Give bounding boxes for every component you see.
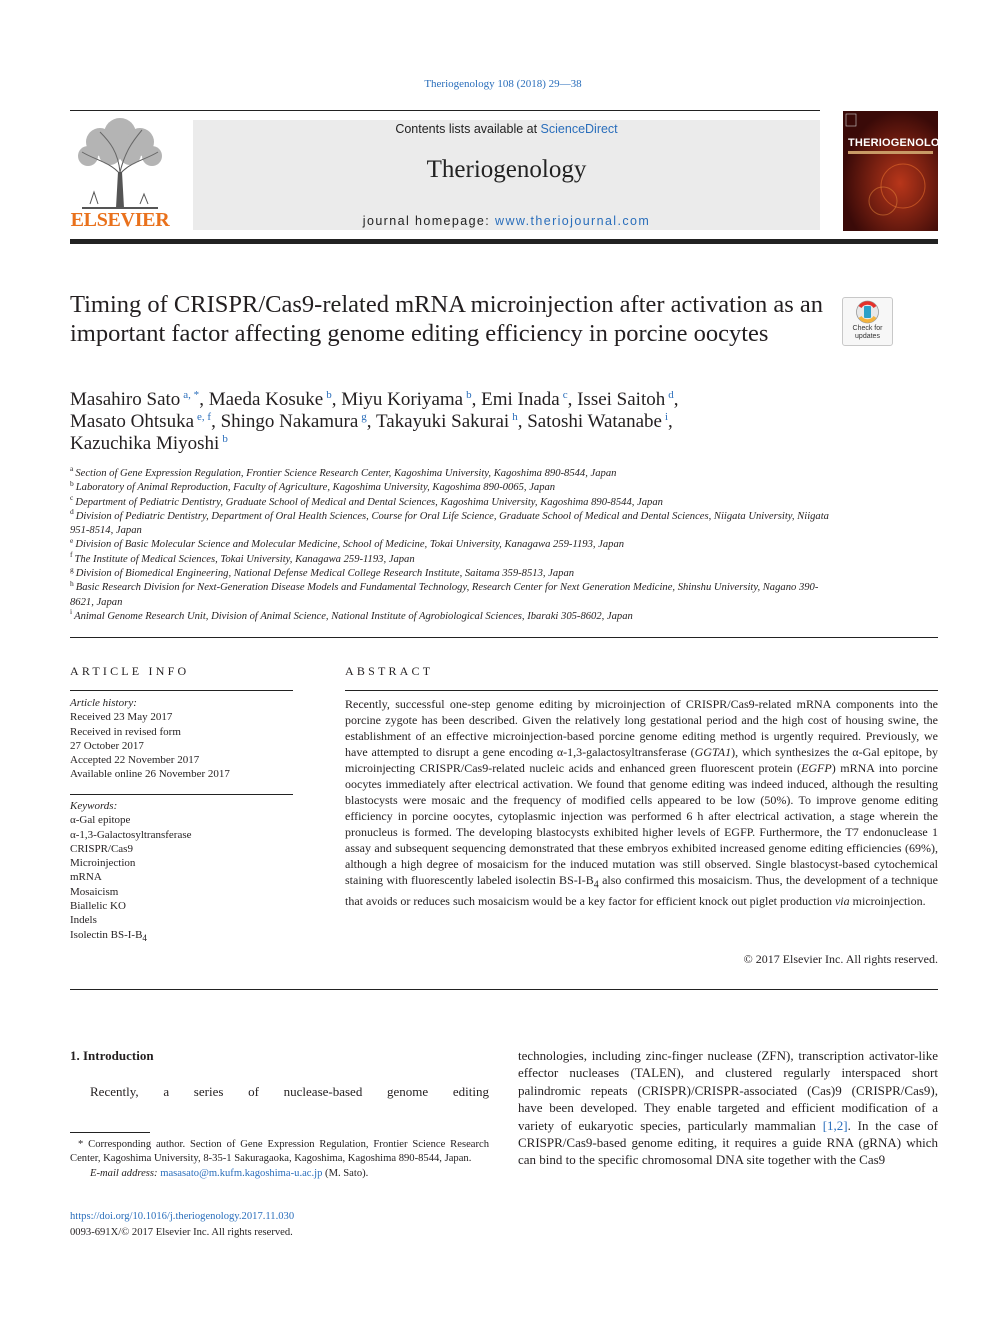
author-affiliation-marker[interactable]: c [562, 388, 568, 401]
abstract-part: also confirmed this mosaicism. Thus, the development of a technique that avoids or reduces such mosaicism would be a key factor for efficient knock out piglet production [345, 873, 938, 909]
affiliation-text: Laboratory of Animal Reproduction, Faculty of Agriculture, Kagoshima University, Kagoshima 890-0065, Japan [75, 482, 556, 494]
author-name[interactable]: Masahiro Sato [70, 389, 181, 410]
body-text-column-2 [518, 1047, 938, 1169]
author-affiliation-marker[interactable]: h [512, 410, 518, 423]
footnote-rule [70, 1132, 150, 1133]
affiliation-label: c [70, 493, 74, 503]
affiliation-text: Basic Research Division for Next-Generation Disease Models and Fundamental Technology, Research Center for Next Generation Medicine, Shinshu University, Nagano 390-8621, Japan [70, 582, 819, 608]
reference-link[interactable]: [1,2] [822, 1117, 848, 1133]
abstract-text [345, 696, 938, 909]
affiliation-text: Division of Basic Molecular Science and Molecular Medicine, School of Medicine, Tokai University, Kanagawa 259-1193, Japan [75, 539, 625, 551]
abstract-part: ), which synthesizes the α-Gal epitope, by microinjecting CRISPR/Cas9-related nucleic acids and enhanced green fluorescent protein ( [345, 745, 938, 775]
journal-title[interactable]: Theriogenology [426, 156, 587, 183]
keyword-subscript: 4 [142, 932, 147, 943]
author-affiliation-marker[interactable]: b [326, 388, 332, 401]
affiliation-label: g [70, 564, 74, 574]
author-name[interactable]: Maeda Kosuke [208, 389, 324, 410]
author-affiliation-marker[interactable]: i [664, 410, 669, 423]
contents-line [193, 122, 820, 136]
subscript: 4 [593, 879, 599, 891]
author-name[interactable]: Masato Ohtsuka [70, 411, 195, 432]
sciencedirect-link[interactable]: ScienceDirect [540, 122, 618, 136]
affiliation-label: h [70, 578, 74, 588]
author-affiliation-marker[interactable]: b [466, 388, 472, 401]
keyword-item[interactable]: mRNA [70, 871, 102, 884]
homepage-line [193, 214, 820, 228]
author-name[interactable]: Satoshi Watanabe [527, 411, 662, 432]
elsevier-tree-icon [70, 112, 170, 212]
keyword-list [70, 799, 293, 945]
keyword-item[interactable]: Biallelic KO [70, 900, 126, 913]
keywords-rule [70, 794, 293, 795]
history-item: Available online 26 November 2017 [70, 768, 230, 781]
author-name[interactable]: Miyu Koriyama [341, 389, 464, 410]
author-affiliation-marker[interactable]: g [361, 410, 367, 423]
article-info-heading: ARTICLE INFO [70, 664, 190, 678]
body-part: technologies, including zinc-finger nuclease (ZFN), transcription activator-like effector nucleases (TALEN), and clustered regularly interspaced short palindromic repeats (CRISPR)/CRISPR-associated (Cas)9 (CRISPR/Cas9), have been developed. They enable targeted and efficient modification of a variety of eukaryotic species, particularly mammalian [518, 1048, 938, 1133]
article-history [70, 696, 293, 782]
author-separator: , [673, 389, 679, 410]
author-separator: , [668, 411, 673, 432]
affiliation-label: e [70, 535, 74, 545]
author-name[interactable]: Kazuchika Miyoshi [70, 433, 220, 454]
email-suffix: (M. Sato). [322, 1167, 369, 1179]
affiliation-rule [70, 637, 938, 638]
history-item: 27 October 2017 [70, 739, 144, 752]
cover-art-icon [843, 111, 938, 231]
author-separator: , [331, 389, 342, 410]
affiliation-label: i [70, 607, 73, 617]
affiliation-label: f [70, 550, 73, 560]
affiliation-item [70, 464, 830, 481]
abstract-part: Recently, successful one-step genome editing by microinjection of CRISPR/Cas9-related mRNA components into the porcine zygote has been described. Given the relatively long gestational period and the high cost of housing swine, the establishment of an effective microinjection-based porcine genome editing method is urgently required. Previously, we have attempted to disrupt a gene encoding α-1,3-galactosyltransferase ( [345, 697, 938, 759]
homepage-prefix: journal homepage: [362, 214, 496, 228]
author-name[interactable]: Takayuki Sakurai [375, 411, 510, 432]
abstract-part: ) mRNA into porcine oocytes immediately after electrical activation. We found that genome editing was indeed induced, although the resulting blastocysts were mosaic and the frequency of modified cells appeared to be low (50%). To improve genome editing efficiency in porcine oocytes, cytoplasmic injection was performed 6 h after electrical activation, a stage wherein the pronucleus is formed. The developing blastocysts exhibited higher levels of EGFP. Furthermore, the T7 endonuclease 1 assay and subsequent sequencing demonstrated that these embryos exhibited increased genome editing efficiencies (69%), although a high degree of mosaicism for the induced mutation was still observed. Single blastocyst-based cytochemical staining with fluorescently labeled isolectin BS-I-B [345, 761, 938, 887]
affiliation-list [70, 464, 830, 624]
author-name[interactable]: Emi Inada [481, 389, 560, 410]
keyword-item[interactable]: CRISPR/Cas9 [70, 842, 133, 855]
history-label: Article history: [70, 697, 137, 709]
affiliation-text: Division of Pediatric Dentistry, Department of Oral Health Sciences, Course for Oral Life Science, Graduate School of Medical and Dental Sciences, Niigata University, Niigata 951-8514, Japan [70, 510, 829, 537]
author-affiliation-marker[interactable]: b [222, 432, 228, 445]
author-separator: , [517, 411, 528, 432]
abstract-copyright: © 2017 Elsevier Inc. All rights reserved. [743, 952, 938, 966]
section-heading-introduction: 1. Introduction [70, 1048, 154, 1063]
keyword-item[interactable] [70, 928, 293, 945]
abstract-heading: ABSTRACT [345, 664, 434, 678]
gene-name: EGFP [801, 761, 832, 775]
affiliation-text: Division of Biomedical Engineering, National Defense Medical College Research Institute, Saitama 359-8513, Japan [75, 568, 575, 580]
issn-copyright: 0093-691X/© 2017 Elsevier Inc. All rights reserved. [70, 1227, 293, 1238]
elsevier-wordmark: ELSEVIER [70, 209, 170, 231]
affiliation-item [70, 493, 830, 510]
affiliation-item [70, 507, 830, 539]
cover-subtitle-bar [848, 151, 933, 154]
email-link[interactable]: masasato@m.kufm.kagoshima-u.ac.jp [160, 1167, 323, 1179]
author-name[interactable]: Shingo Nakamura [220, 411, 359, 432]
abstract-bottom-rule [70, 989, 938, 990]
author-separator: , [567, 389, 578, 410]
keyword-item[interactable]: Microinjection [70, 857, 136, 870]
via-italic: via [834, 894, 850, 909]
author-separator: , [199, 389, 209, 410]
body-text-column-1: Recently, a series of nuclease-based genome editing [90, 1084, 489, 1099]
affiliation-item [70, 478, 830, 495]
corresponding-author-footnote [70, 1138, 489, 1181]
gene-name: GGTA1 [694, 745, 732, 759]
keyword-item[interactable]: Mosaicism [70, 885, 119, 898]
affiliation-item [70, 564, 830, 581]
article-info-rule [70, 690, 293, 691]
author-name[interactable]: Issei Saitoh [577, 389, 666, 410]
body-part: . In the case of CRISPR/Cas9-based genome editing, it requires a guide RNA (gRNA) which can bind to the specific chromosomal DNA site together with the Cas9 [518, 1117, 938, 1168]
journal-banner [193, 120, 820, 230]
keyword-item[interactable]: α-Gal epitope [70, 814, 131, 827]
history-item: Accepted 22 November 2017 [70, 754, 200, 767]
article-title: Timing of CRISPR/Cas9-related mRNA microinjection after activation as an important factor affecting genome editing efficiency in porcine oocytes [70, 291, 824, 347]
crossmark-icon [843, 298, 892, 326]
abstract-part: microinjection. [849, 894, 926, 909]
doi-link[interactable]: https://doi.org/10.1016/j.theriogenology.2017.11.030 [70, 1211, 295, 1222]
affiliation-item [70, 550, 830, 567]
affiliation-item [70, 607, 830, 624]
elsevier-logo[interactable] [70, 112, 170, 234]
check-for-updates-button[interactable] [842, 297, 893, 346]
affiliation-label: b [70, 478, 74, 488]
journal-cover-image[interactable] [843, 111, 956, 231]
header-thick-rule [70, 239, 938, 244]
affiliation-label: a [70, 464, 74, 474]
header-rule [70, 110, 820, 111]
corresponding-author-text: * Corresponding author. Section of Gene Expression Regulation, Frontier Science Research Center, Kagoshima University, 8-35-1 Sakuragaoka, Kagoshima, Kagoshima 890-8544, Japan. [70, 1139, 489, 1165]
affiliation-text: Section of Gene Expression Regulation, Frontier Science Research Center, Kagoshima University, Kagoshima 890-8544, Japan [75, 468, 617, 479]
affiliation-item [70, 535, 830, 552]
affiliation-item [70, 578, 830, 610]
keyword-text: Isolectin BS-I-B [70, 928, 143, 941]
affiliation-label: d [70, 507, 74, 517]
author-separator: , [211, 411, 221, 432]
check-for-updates-label: Check for updates [852, 325, 883, 340]
author-list [70, 389, 870, 455]
history-item: Received in revised form [70, 725, 181, 738]
keywords-label: Keywords: [70, 800, 118, 812]
email-line [70, 1167, 489, 1181]
contents-prefix: Contents lists available at [395, 122, 541, 136]
keyword-item[interactable]: Indels [70, 914, 97, 927]
email-label: E-mail address: [90, 1167, 161, 1179]
homepage-link[interactable]: www.theriojournal.com [495, 214, 651, 228]
author-separator: , [471, 389, 482, 410]
author-affiliation-marker[interactable]: a, * [183, 388, 200, 401]
affiliation-text: The Institute of Medical Sciences, Tokai University, Kanagawa 259-1193, Japan [74, 553, 415, 565]
author-affiliation-marker[interactable]: d [668, 388, 674, 401]
journal-citation[interactable]: Theriogenology 108 (2018) 29—38 [424, 78, 582, 90]
abstract-rule [345, 690, 938, 691]
cover-title: THERIOGENOLOGY [848, 137, 956, 149]
affiliation-text: Animal Genome Research Unit, Division of Animal Science, National Institute of Agrobiological Sciences, Ibaraki 305-8602, Japan [74, 610, 633, 622]
author-separator: , [366, 411, 376, 432]
affiliation-text: Department of Pediatric Dentistry, Graduate School of Medical and Dental Sciences, Kagoshima University, Kagoshima 890-8544, Japan [75, 496, 663, 508]
keyword-item[interactable]: α-1,3-Galactosyltransferase [70, 828, 192, 841]
author-affiliation-marker[interactable]: e, f [197, 410, 212, 423]
history-item: Received 23 May 2017 [70, 711, 173, 724]
